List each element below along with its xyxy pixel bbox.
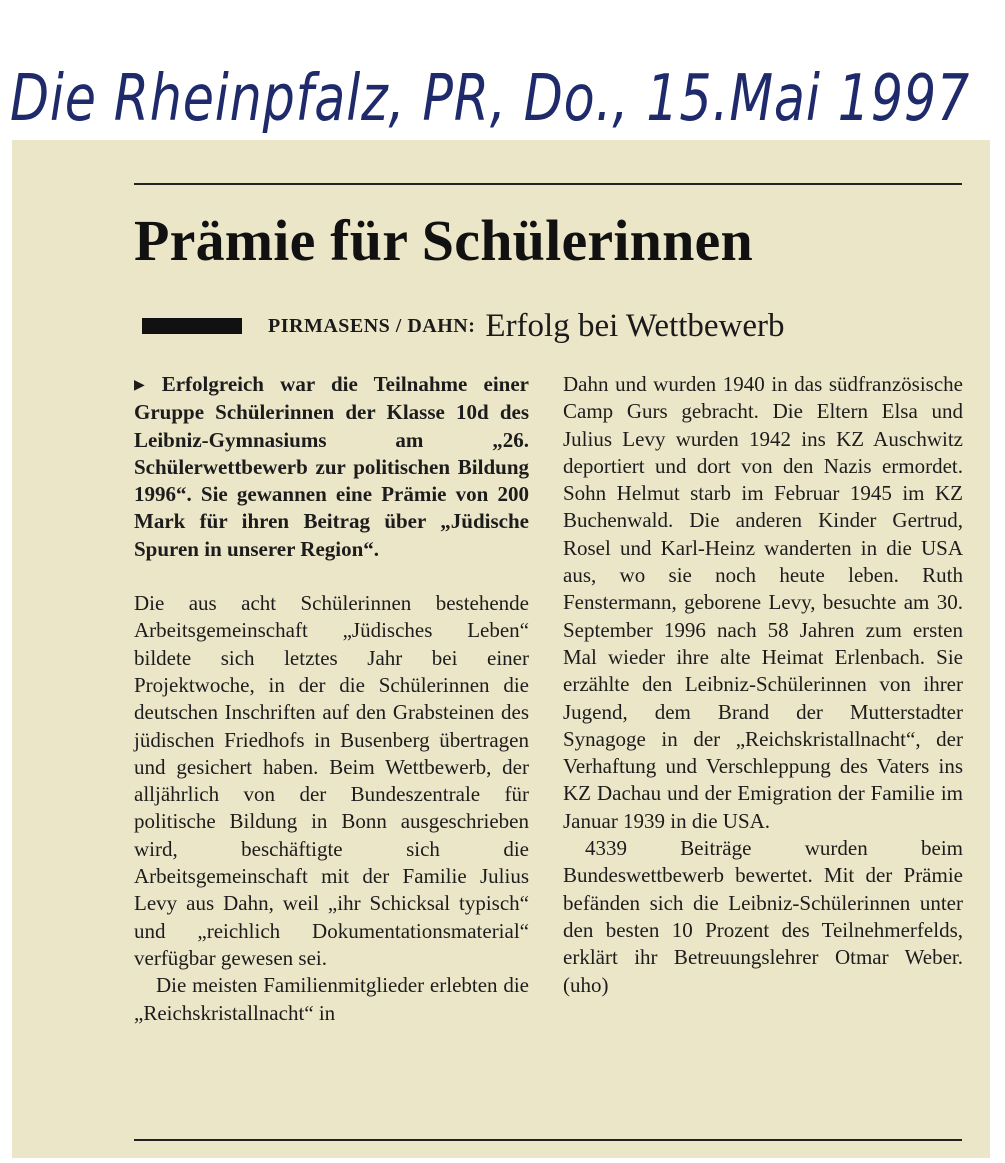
dateline-location: PIRMASENS / DAHN: xyxy=(268,314,476,337)
black-bar-marker xyxy=(142,318,242,334)
subheadline: Erfolg bei Wettbewerb xyxy=(485,307,785,344)
column-left xyxy=(134,371,529,1027)
top-rule xyxy=(134,183,962,185)
paragraph-2-start: Die meisten Familienmitglieder erlebten die „Reichskristallnacht“ in xyxy=(134,973,529,1025)
paragraph-1: Die aus acht Schülerinnen bestehende Arbeitsgemeinschaft „Jüdisches Leben“ bildete sich letztes Jahr bei einer Projektwoche, in der die Schülerinnen die deutschen Inschriften auf den Grabsteinen des jüdischen Friedhofs in Busenberg übertragen und gesichert haben. Beim Wettbewerb, der alljährlich von der Bundeszentrale für politische Bildung in Bonn ausgeschrieben wird, beschäftigte sich die Arbeitsgemeinschaft mit der Familie Julius Levy aus Dahn, weil „ihr Schicksal typisch“ und „reichlich Dokumentationsmaterial“ verfügbar gewesen sei. xyxy=(134,591,529,970)
lead-text: Erfolgreich war die Teilnahme einer Gruppe Schülerinnen der Klasse 10d des Leibniz-Gymnasiums am „26. Schülerwettbewerb zur politischen Bildung 1996“. Sie gewannen eine Prämie von 200 Mark für ihren Beitrag über „Jüdische Spuren in unserer Region“. xyxy=(134,372,529,561)
handwritten-source-note xyxy=(10,48,1000,138)
handwriting-text: Die Rheinpfalz, PR, Do., 15.Mai 1997 xyxy=(10,62,971,136)
bottom-rule xyxy=(134,1139,962,1141)
column-right xyxy=(563,371,963,999)
triangle-marker-icon: ▶ xyxy=(134,378,156,393)
lead-paragraph xyxy=(134,371,529,563)
subheadline-row xyxy=(142,304,962,348)
paragraph-2-continued: Dahn und wurden 1940 in das südfranzösische Camp Gurs gebracht. Die Eltern Elsa und Julius Levy wurden 1942 ins KZ Auschwitz deportiert und dort von den Nazis ermordet. Sohn Helmut starb im Februar 1945 im KZ Buchenwald. Die anderen Kinder Gertrud, Rosel und Karl-Heinz wanderten in die USA aus, wo sie noch heute leben. Ruth Fenstermann, geborene Levy, besuchte am 30. September 1996 nach 58 Jahren zum ersten Mal wieder ihre alte Heimat Erlenbach. Sie erzählte den Leibniz-Schülerinnen von ihrer Jugend, dem Brand der Mutterstadter Synagoge in der „Reichskristallnacht“, der Verhaftung und Verschleppung des Vaters ins KZ Dachau und der Emigration der Familie im Januar 1939 in die USA. xyxy=(563,372,963,833)
paragraph-3: 4339 Beiträge wurden beim Bundeswettbewerb bewertet. Mit der Prämie befänden sich die Leibniz-Schülerinnen unter den besten 10 Prozent des Teilnehmerfelds, erklärt ihr Betreuungslehrer Otmar Weber. (uho) xyxy=(563,836,963,997)
headline: Prämie für Schülerinnen xyxy=(134,208,753,273)
handwriting-image xyxy=(10,48,1000,138)
